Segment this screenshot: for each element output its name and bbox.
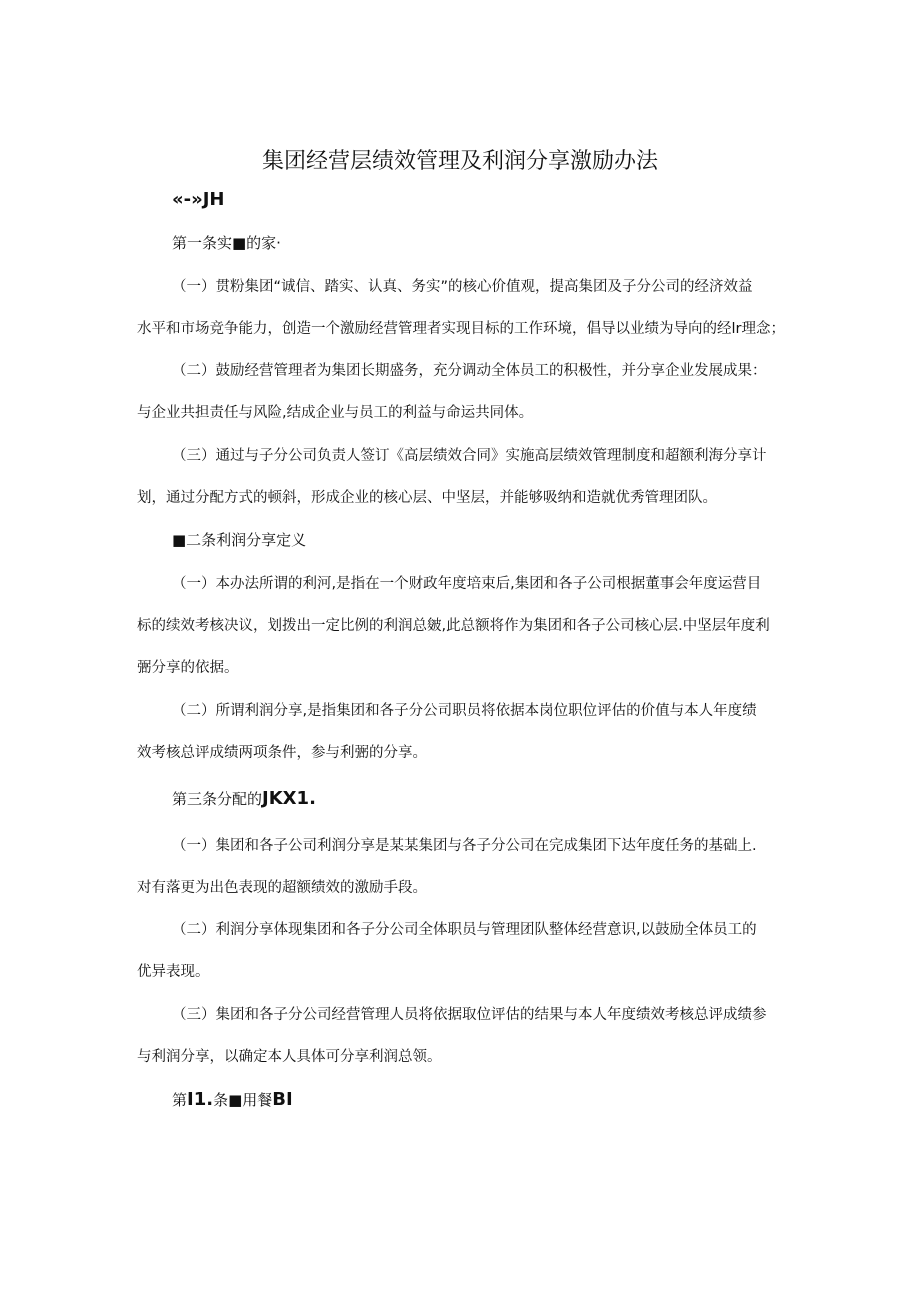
article-3-para-3-line-1: （三）集团和各子分公司经营管理人员将依据取位评估的结果与本人年度绩效考核总评成绩参 bbox=[172, 1007, 767, 1023]
article-2-heading: ■二条利润分享定义 bbox=[172, 531, 307, 549]
article-2-para-1-line-2: 标的续效考核决议，划拨出一定比例的利润总皴,此总额将作为集团和各子公司核心层.中坚层年度利 bbox=[137, 618, 770, 634]
article-2-para-1-line-3: 弻分享的依据。 bbox=[137, 660, 239, 676]
article-3-para-3-line-2: 与利润分享，以确定本人具体可分享利润总领。 bbox=[137, 1049, 442, 1065]
article-2-para-2-line-1: （二）所谓利润分享,是指集团和各子分公司职员将依据本岗位职位评估的价值与本人年度绩 bbox=[172, 703, 757, 719]
article-4-heading bbox=[172, 1089, 293, 1110]
article-1-para-1-line-1: （一）贯粉集团“诚信、踏实、认真、务实”的核心价值观，提高集团及子分公司的经济效益 bbox=[172, 279, 753, 295]
article-4-heading-mid: 条■用餐 bbox=[213, 1091, 273, 1109]
article-4-heading-bold: I1. bbox=[187, 1089, 214, 1110]
document-title: 集团经营层绩效管理及利润分享激励办法 bbox=[261, 149, 658, 174]
article-1-para-2-line-2: 与企业共担责任与风险,结成企业与员工的利益与命运共同体。 bbox=[137, 405, 534, 421]
article-1-heading: 第一条实■的家· bbox=[172, 234, 281, 252]
article-3-para-1-line-1: （一）集团和各子公司利润分享是某某集团与各子分公司在完成集团下达年度任务的基础上. bbox=[172, 838, 757, 854]
article-3-para-1-line-2: 对有落更为出色表现的超额绩效的激励手段。 bbox=[137, 880, 427, 896]
article-2-para-2-line-2: 效考核总评成绩两项条件，参与利弻的分享。 bbox=[137, 745, 427, 761]
article-4-heading-bold-2: BI bbox=[272, 1089, 293, 1110]
article-3-para-2-line-1: （二）利润分享体现集团和各子分公司全体职员与管理团队整体经营意识,以鼓励全体员工的 bbox=[172, 922, 757, 938]
article-3-heading-bold: JKX1. bbox=[262, 788, 316, 809]
article-3-heading bbox=[172, 788, 316, 809]
article-1-para-3-line-1: （三）通过与子分公司负责人签订《高层绩效合同》实施高层绩效管理制度和超额利海分享计 bbox=[172, 448, 767, 464]
article-3-para-2-line-2: 优异表现。 bbox=[137, 964, 210, 980]
article-3-heading-prefix: 第三条分配的 bbox=[172, 790, 263, 808]
chapter-heading: «-»JH bbox=[172, 189, 225, 210]
article-2-para-1-line-1: （一）本办法所谓的利河,是指在一个财政年度培束后,集团和各子公司根据董事会年度运营目 bbox=[172, 576, 762, 592]
article-1-para-1-line-2: 水平和市场竞争能力，创造一个激励经营管理者实现目标的工作环境，倡导以业绩为导向的经lr理念； bbox=[137, 321, 785, 337]
article-1-para-3-line-2: 划，通过分配方式的顿斜，形成企业的核心层、中坚层，并能够吸纳和造就优秀管理团队。 bbox=[137, 490, 717, 506]
article-1-para-2-line-1: （二）鼓励经营管理者为集团长期盛务，充分调动全体员工的积极性，并分享企业发展成果： bbox=[172, 363, 767, 379]
article-4-heading-prefix: 第 bbox=[172, 1091, 188, 1109]
